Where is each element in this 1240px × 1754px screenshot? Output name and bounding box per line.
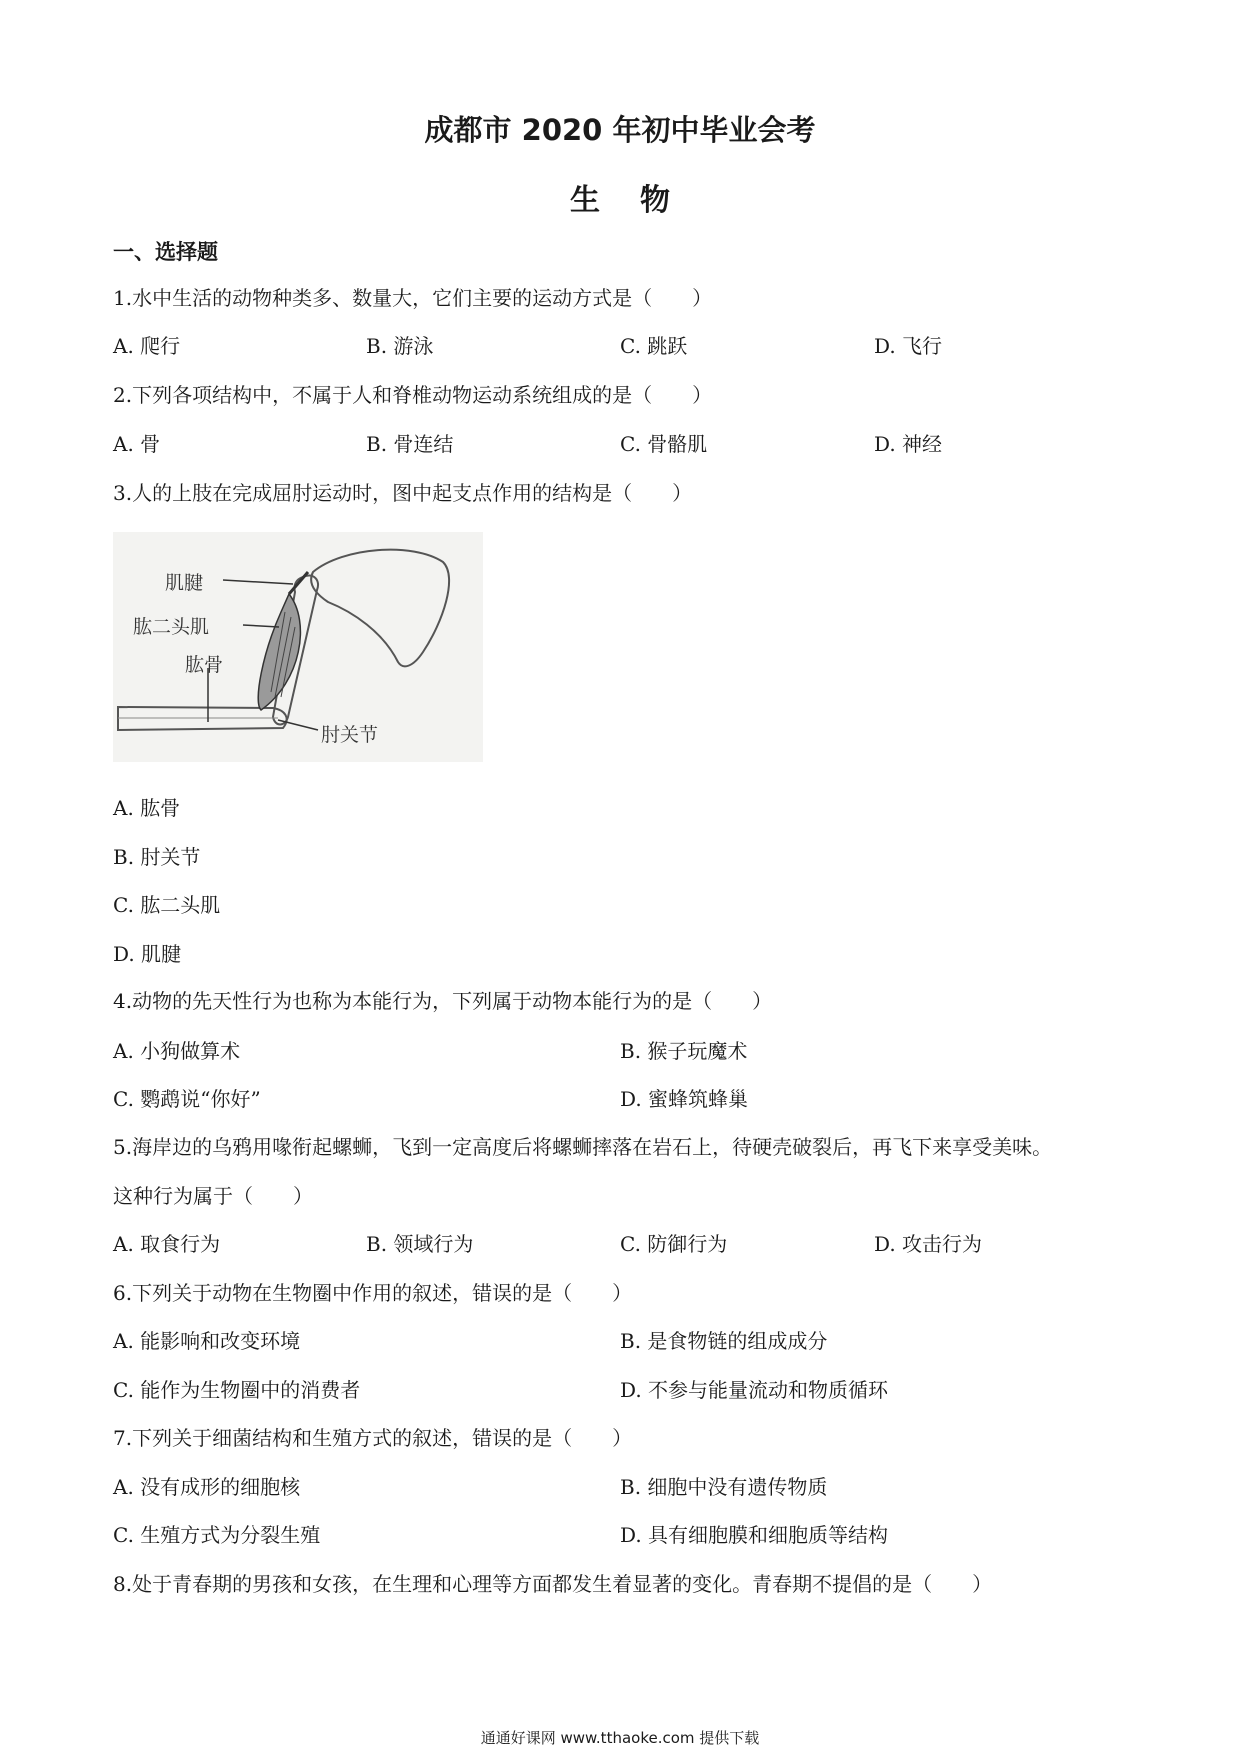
question-3-stem: 3.人的上肢在完成屈肘运动时，图中起支点作用的结构是（ ） [113, 481, 693, 505]
question-8-stem: 8.处于青春期的男孩和女孩，在生理和心理等方面都发生着显著的变化。青春期不提倡的是（ ） [113, 1572, 993, 1596]
question-2-stem: 2.下列各项结构中，不属于人和脊椎动物运动系统组成的是（ ） [113, 383, 713, 407]
question-4-stem: 4.动物的先天性行为也称为本能行为，下列属于动物本能行为的是（ ） [113, 989, 773, 1013]
question-3-option-a: A. 肱骨 [113, 796, 181, 820]
label-elbow-joint: 肘关节 [321, 724, 379, 746]
question-1-option-b: B. 游泳 [366, 334, 434, 358]
question-3-option-d: D. 肌腱 [113, 942, 182, 966]
question-5-option-d: D. 攻击行为 [874, 1232, 983, 1256]
question-6-option-a: A. 能影响和改变环境 [113, 1329, 301, 1353]
question-4-option-b: B. 猴子玩魔术 [620, 1039, 748, 1063]
question-6-stem: 6.下列关于动物在生物圈中作用的叙述，错误的是（ ） [113, 1281, 633, 1305]
arm-anatomy-figure [113, 532, 483, 762]
question-7-option-b: B. 细胞中没有遗传物质 [620, 1475, 828, 1499]
question-1-option-c: C. 跳跃 [620, 334, 688, 358]
question-5-option-b: B. 领域行为 [366, 1232, 474, 1256]
question-7-option-a: A. 没有成形的细胞核 [113, 1475, 301, 1499]
question-6-option-b: B. 是食物链的组成成分 [620, 1329, 828, 1353]
question-1-option-a: A. 爬行 [113, 334, 181, 358]
question-6-option-c: C. 能作为生物圈中的消费者 [113, 1378, 361, 1402]
arm-diagram [113, 532, 483, 762]
question-4-option-d: D. 蜜蜂筑蜂巢 [620, 1087, 749, 1111]
question-7-stem: 7.下列关于细菌结构和生殖方式的叙述，错误的是（ ） [113, 1426, 633, 1450]
question-2-option-d: D. 神经 [874, 432, 943, 456]
question-7-option-d: D. 具有细胞膜和细胞质等结构 [620, 1523, 889, 1547]
section-heading: 一、选择题 [113, 240, 218, 264]
subject-title: 生物 [570, 183, 710, 218]
question-4-option-a: A. 小狗做算术 [113, 1039, 241, 1063]
question-1-stem: 1.水中生活的动物种类多、数量大，它们主要的运动方式是（ ） [113, 286, 713, 310]
question-3-option-b: B. 肘关节 [113, 845, 201, 869]
question-5-option-a: A. 取食行为 [113, 1232, 221, 1256]
question-5-option-c: C. 防御行为 [620, 1232, 728, 1256]
exam-title: 成都市 2020 年初中毕业会考 [424, 113, 816, 147]
label-biceps: 肱二头肌 [133, 616, 210, 638]
question-6-option-d: D. 不参与能量流动和物质循环 [620, 1378, 889, 1402]
question-5-stem-continued: 这种行为属于（ ） [113, 1184, 313, 1208]
page-footer: 通通好课网 www.tthaoke.com 提供下载 [480, 1729, 760, 1747]
question-2-option-a: A. 骨 [113, 432, 161, 456]
label-humerus: 肱骨 [185, 654, 224, 676]
question-5-stem: 5.海岸边的乌鸦用喙衔起螺蛳，飞到一定高度后将螺蛳摔落在岩石上，待硬壳破裂后，再飞下来享受美味。 [113, 1135, 1053, 1159]
label-tendon: 肌腱 [165, 572, 204, 594]
question-2-option-b: B. 骨连结 [366, 432, 454, 456]
question-3-option-c: C. 肱二头肌 [113, 893, 221, 917]
question-1-option-d: D. 飞行 [874, 334, 943, 358]
scapula-shape [311, 550, 449, 667]
question-7-option-c: C. 生殖方式为分裂生殖 [113, 1523, 321, 1547]
question-2-option-c: C. 骨骼肌 [620, 432, 708, 456]
question-4-option-c: C. 鹦鹉说“你好” [113, 1087, 261, 1111]
